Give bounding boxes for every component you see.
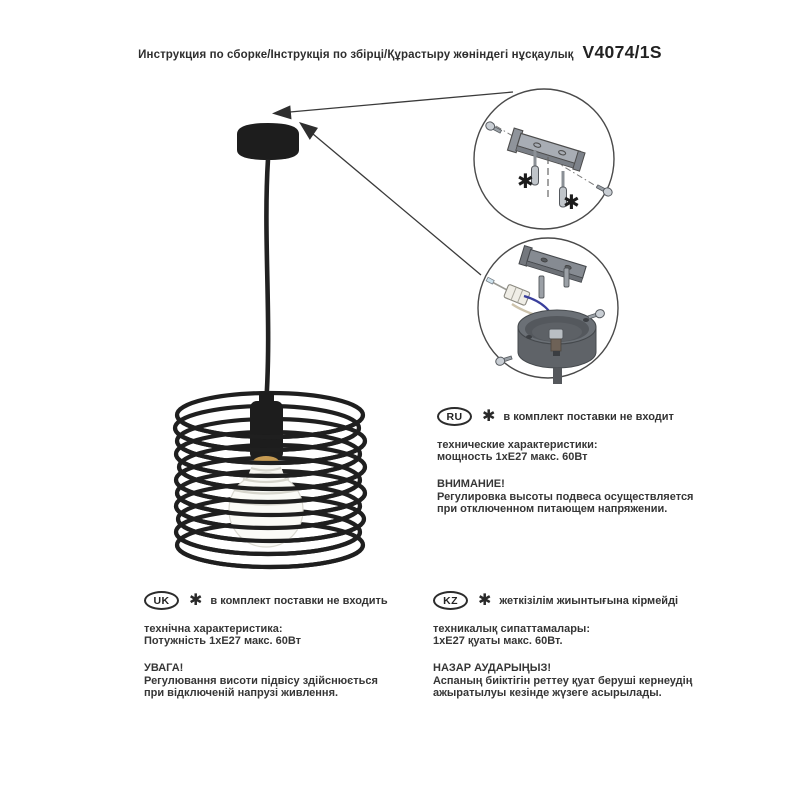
ru-spec-title: технические характеристики: [437, 439, 598, 451]
stud-left [539, 276, 544, 298]
kz-note-row [433, 591, 753, 610]
stud-right [564, 268, 569, 287]
callout-line-bottom [313, 134, 481, 275]
detail-circle-canopy [478, 238, 618, 384]
arrowhead-top [272, 105, 292, 119]
section-uk [144, 591, 444, 699]
uk-warning-title: УВАГА! [144, 662, 184, 674]
ceiling-canopy [237, 123, 299, 160]
asterisk-icon: ✱ [478, 589, 492, 609]
cord-grip-nut [549, 329, 563, 339]
rim-hole-left [526, 335, 532, 339]
ru-not-included-note: в комплект поставки не входит [503, 410, 674, 423]
asterisk-icon: ✱ [482, 405, 496, 425]
uk-warning-line2: при відключеній напрузі живлення. [144, 686, 339, 699]
kz-spec-value: 1хЕ27 қуаты макс. 60Вт. [433, 634, 563, 647]
pendant-lamp-drawing [175, 123, 365, 567]
kz-warning-title: НАЗАР АУДАРЫҢЫЗ! [433, 662, 552, 674]
callout-arrows [272, 92, 513, 275]
callout-line-top [290, 92, 513, 112]
kz-spec-title: техникалық сипаттамалары: [433, 623, 590, 635]
ru-spec-value: мощность 1хЕ27 макс. 60Вт [437, 450, 588, 463]
ru-warning-title: ВНИМАНИЕ! [437, 478, 505, 490]
asterisk-icon: ✱ [189, 589, 203, 609]
ru-warning-line1: Регулировка высоты подвеса осуществляется [437, 490, 694, 503]
uk-specs [144, 624, 444, 647]
kz-not-included-note: жеткізілім жиынтығына кірмейді [499, 594, 679, 607]
pendant-cord [266, 159, 268, 406]
uk-not-included-note: в комплект поставки не входить [210, 594, 388, 607]
bulb-globe [229, 473, 303, 547]
ru-note-row [437, 407, 757, 426]
ru-specs [437, 440, 757, 463]
uk-warning-line1: Регулювання висоти підвісу здійснюється [144, 674, 378, 687]
kz-warning-line1: Аспаның биіктігін реттеу қуат беруші кернеудің [433, 674, 693, 687]
rim-hole-right [583, 318, 589, 322]
kz-warning-line2: ажыратылуы кезінде жүзеге асырылады. [433, 686, 662, 699]
not-included-asterisk-right: ✱ [563, 190, 580, 214]
canopy-stem [553, 368, 562, 384]
kz-warning [433, 663, 753, 699]
uk-spec-value: Потужність 1хЕ27 макс. 60Вт [144, 634, 302, 647]
section-ru [437, 407, 757, 515]
model-number: V4074/1S [582, 42, 662, 62]
section-kz [433, 591, 753, 699]
ru-warning [437, 479, 757, 515]
kz-badge: KZ [433, 591, 468, 610]
cord-grip-tip [553, 351, 560, 356]
not-included-asterisk-left: ✱ [517, 169, 534, 193]
ru-badge: RU [437, 407, 472, 426]
uk-badge: UK [144, 591, 179, 610]
detail-circle-bracket [474, 89, 614, 229]
title-text: Инструкция по сборке/Інструкція по збірці/Құрастыру жөніндегі нұсқаулық [138, 49, 574, 61]
cord-grip-body [551, 339, 561, 351]
uk-spec-title: технічна характеристика: [144, 623, 283, 635]
uk-note-row [144, 591, 444, 610]
ru-warning-line2: при отключенном питающем напряжении. [437, 502, 668, 515]
kz-specs [433, 624, 753, 647]
arrowhead-bottom [299, 122, 318, 140]
uk-warning [144, 663, 444, 699]
